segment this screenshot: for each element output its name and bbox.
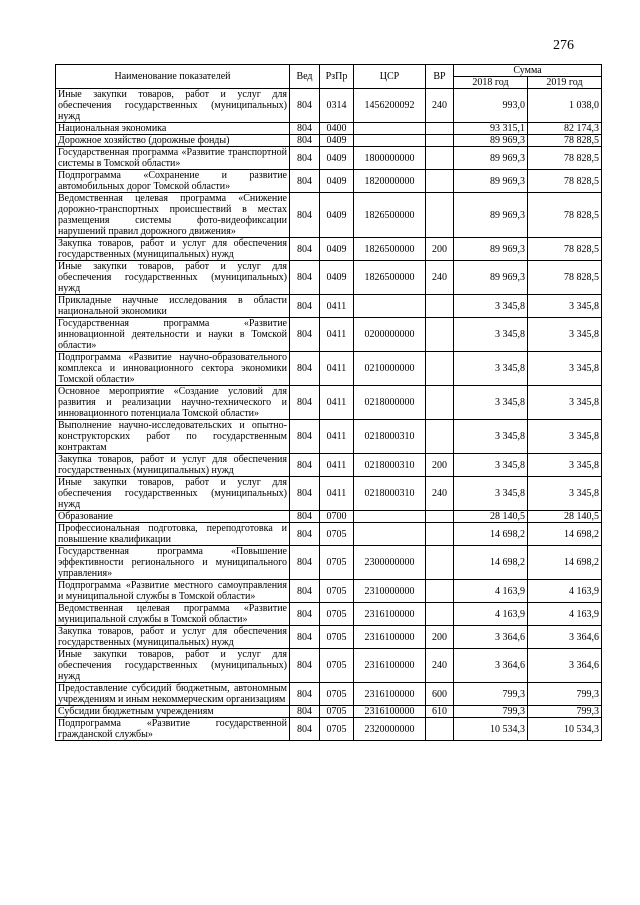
row-name: Иные закупки товаров, работ и услуг для обеспечения государственных (муниципальных) нужд — [56, 261, 290, 295]
row-csr: 1820000000 — [354, 170, 426, 193]
table-row — [56, 683, 602, 706]
row-csr — [354, 523, 426, 546]
row-vr: 240 — [426, 261, 454, 295]
row-ved: 804 — [290, 135, 320, 147]
header-vr: ВР — [426, 65, 454, 89]
row-name: Выполнение научно-исследовательских и опытно-конструкторских работ по государственным контрактам — [56, 420, 290, 454]
table-row — [56, 123, 602, 135]
row-2019: 4 163,9 — [528, 603, 602, 626]
row-ved: 804 — [290, 318, 320, 352]
row-name: Субсидии бюджетным учреждениям — [56, 706, 290, 718]
row-vr — [426, 386, 454, 420]
header-sum: Сумма — [454, 65, 602, 77]
row-vr — [426, 295, 454, 318]
row-csr: 0200000000 — [354, 318, 426, 352]
row-name: Иные закупки товаров, работ и услуг для обеспечения государственных (муниципальных) нужд — [56, 89, 290, 123]
row-2018: 3 345,8 — [454, 352, 528, 386]
header-ved: Вед — [290, 65, 320, 89]
row-name: Государственная программа «Развитие транспортной системы в Томской области» — [56, 147, 290, 170]
row-2018: 10 534,3 — [454, 718, 528, 741]
table-row — [56, 580, 602, 603]
row-vr — [426, 523, 454, 546]
row-ved: 804 — [290, 89, 320, 123]
row-csr: 2300000000 — [354, 546, 426, 580]
row-csr — [354, 295, 426, 318]
row-csr: 1826500000 — [354, 193, 426, 238]
row-2018: 4 163,9 — [454, 580, 528, 603]
row-rzpr: 0705 — [320, 523, 354, 546]
row-csr: 0210000000 — [354, 352, 426, 386]
table-row — [56, 318, 602, 352]
row-csr: 1826500000 — [354, 238, 426, 261]
row-rzpr: 0411 — [320, 386, 354, 420]
row-2019: 78 828,5 — [528, 135, 602, 147]
row-rzpr: 0411 — [320, 420, 354, 454]
row-csr: 0218000310 — [354, 477, 426, 511]
row-2018: 3 364,6 — [454, 626, 528, 649]
row-vr: 240 — [426, 477, 454, 511]
row-ved: 804 — [290, 295, 320, 318]
row-2018: 14 698,2 — [454, 523, 528, 546]
row-csr: 2316100000 — [354, 683, 426, 706]
table-row — [56, 352, 602, 386]
row-2019: 3 345,8 — [528, 295, 602, 318]
table-row — [56, 603, 602, 626]
row-name: Прикладные научные исследования в области национальной экономики — [56, 295, 290, 318]
row-2018: 89 969,3 — [454, 261, 528, 295]
row-vr — [426, 170, 454, 193]
row-2019: 78 828,5 — [528, 147, 602, 170]
table-row — [56, 626, 602, 649]
row-name: Национальная экономика — [56, 123, 290, 135]
row-rzpr: 0411 — [320, 295, 354, 318]
row-ved: 804 — [290, 511, 320, 523]
row-csr: 1826500000 — [354, 261, 426, 295]
row-vr — [426, 123, 454, 135]
row-csr: 0218000310 — [354, 420, 426, 454]
row-vr — [426, 135, 454, 147]
row-2019: 10 534,3 — [528, 718, 602, 741]
row-ved: 804 — [290, 123, 320, 135]
row-2018: 799,3 — [454, 683, 528, 706]
row-ved: 804 — [290, 261, 320, 295]
row-csr: 2320000000 — [354, 718, 426, 741]
row-2018: 89 969,3 — [454, 135, 528, 147]
row-ved: 804 — [290, 718, 320, 741]
row-2018: 3 364,6 — [454, 649, 528, 683]
table-row — [56, 546, 602, 580]
row-2019: 3 345,8 — [528, 352, 602, 386]
row-vr — [426, 318, 454, 352]
row-2019: 3 345,8 — [528, 318, 602, 352]
row-rzpr: 0400 — [320, 123, 354, 135]
row-2018: 3 345,8 — [454, 420, 528, 454]
row-2019: 3 345,8 — [528, 420, 602, 454]
row-ved: 804 — [290, 352, 320, 386]
row-vr: 600 — [426, 683, 454, 706]
row-rzpr: 0705 — [320, 706, 354, 718]
row-rzpr: 0705 — [320, 580, 354, 603]
row-name: Основное мероприятие «Создание условий для развития и реализации научно-технического и инновационного потенциала Томской области» — [56, 386, 290, 420]
row-rzpr: 0409 — [320, 170, 354, 193]
row-vr: 200 — [426, 626, 454, 649]
row-rzpr: 0314 — [320, 89, 354, 123]
row-name: Иные закупки товаров, работ и услуг для обеспечения государственных (муниципальных) нужд — [56, 477, 290, 511]
row-name: Закупка товаров, работ и услуг для обеспечения государственных (муниципальных) нужд — [56, 238, 290, 261]
table-row — [56, 420, 602, 454]
row-rzpr: 0700 — [320, 511, 354, 523]
table-row — [56, 147, 602, 170]
row-2018: 89 969,3 — [454, 170, 528, 193]
table-row — [56, 718, 602, 741]
row-vr — [426, 580, 454, 603]
row-ved: 804 — [290, 546, 320, 580]
table-row — [56, 511, 602, 523]
row-2019: 1 038,0 — [528, 89, 602, 123]
row-csr — [354, 135, 426, 147]
table-row — [56, 238, 602, 261]
row-rzpr: 0409 — [320, 193, 354, 238]
table-body — [56, 89, 602, 741]
row-csr: 2316100000 — [354, 706, 426, 718]
row-csr: 1800000000 — [354, 147, 426, 170]
row-csr — [354, 511, 426, 523]
row-rzpr: 0409 — [320, 135, 354, 147]
row-2018: 14 698,2 — [454, 546, 528, 580]
row-2018: 28 140,5 — [454, 511, 528, 523]
row-name: Закупка товаров, работ и услуг для обеспечения государственных (муниципальных) нужд — [56, 454, 290, 477]
row-vr — [426, 511, 454, 523]
row-2019: 3 364,6 — [528, 649, 602, 683]
row-name: Подпрограмма «Развитие местного самоуправления и муниципальной службы в Томской области» — [56, 580, 290, 603]
table-row — [56, 649, 602, 683]
header-year-2018: 2018 год — [454, 77, 528, 89]
row-2019: 78 828,5 — [528, 261, 602, 295]
row-2018: 3 345,8 — [454, 477, 528, 511]
row-2019: 3 345,8 — [528, 454, 602, 477]
row-ved: 804 — [290, 420, 320, 454]
row-2018: 93 315,1 — [454, 123, 528, 135]
row-rzpr: 0411 — [320, 477, 354, 511]
row-vr: 240 — [426, 649, 454, 683]
row-ved: 804 — [290, 603, 320, 626]
row-name: Подпрограмма «Развитие государственной гражданской службы» — [56, 718, 290, 741]
row-vr — [426, 193, 454, 238]
row-vr: 610 — [426, 706, 454, 718]
row-ved: 804 — [290, 193, 320, 238]
row-ved: 804 — [290, 477, 320, 511]
row-name: Иные закупки товаров, работ и услуг для обеспечения государственных (муниципальных) нужд — [56, 649, 290, 683]
row-2018: 3 345,8 — [454, 295, 528, 318]
table-row — [56, 295, 602, 318]
table-row — [56, 135, 602, 147]
row-name: Профессиональная подготовка, переподготовка и повышение квалификации — [56, 523, 290, 546]
row-ved: 804 — [290, 523, 320, 546]
row-ved: 804 — [290, 454, 320, 477]
row-2018: 89 969,3 — [454, 238, 528, 261]
table-row — [56, 477, 602, 511]
row-name: Ведомственная целевая программа «Развитие муниципальной службы в Томской области» — [56, 603, 290, 626]
row-2018: 3 345,8 — [454, 454, 528, 477]
row-2019: 799,3 — [528, 683, 602, 706]
row-vr — [426, 718, 454, 741]
row-rzpr: 0411 — [320, 454, 354, 477]
row-2019: 3 345,8 — [528, 477, 602, 511]
row-2019: 3 345,8 — [528, 386, 602, 420]
table-row — [56, 454, 602, 477]
row-csr: 2316100000 — [354, 626, 426, 649]
row-2018: 89 969,3 — [454, 147, 528, 170]
row-rzpr: 0409 — [320, 261, 354, 295]
row-csr: 1456200092 — [354, 89, 426, 123]
row-rzpr: 0411 — [320, 318, 354, 352]
row-ved: 804 — [290, 170, 320, 193]
row-2018: 3 345,8 — [454, 386, 528, 420]
row-name: Закупка товаров, работ и услуг для обеспечения государственных (муниципальных) нужд — [56, 626, 290, 649]
table-row — [56, 706, 602, 718]
row-2019: 14 698,2 — [528, 546, 602, 580]
row-rzpr: 0409 — [320, 147, 354, 170]
row-ved: 804 — [290, 580, 320, 603]
row-2018: 89 969,3 — [454, 193, 528, 238]
row-vr — [426, 420, 454, 454]
row-name: Подпрограмма «Сохранение и развитие автомобильных дорог Томской области» — [56, 170, 290, 193]
row-vr — [426, 147, 454, 170]
header-csr: ЦСР — [354, 65, 426, 89]
row-2019: 4 163,9 — [528, 580, 602, 603]
table-row — [56, 89, 602, 123]
row-name: Государственная программа «Развитие инновационной деятельности и науки в Томской области» — [56, 318, 290, 352]
table-row — [56, 386, 602, 420]
row-rzpr: 0705 — [320, 683, 354, 706]
header-name: Наименование показателей — [56, 65, 290, 89]
budget-table — [55, 64, 602, 741]
row-rzpr: 0411 — [320, 352, 354, 386]
row-csr: 2316100000 — [354, 649, 426, 683]
row-ved: 804 — [290, 706, 320, 718]
row-name: Образование — [56, 511, 290, 523]
row-name: Предоставление субсидий бюджетным, автономным учреждениям и иным некоммерческим организациям — [56, 683, 290, 706]
row-csr: 2310000000 — [354, 580, 426, 603]
row-2019: 78 828,5 — [528, 193, 602, 238]
row-csr: 2316100000 — [354, 603, 426, 626]
header-year-2019: 2019 год — [528, 77, 602, 89]
row-2019: 78 828,5 — [528, 238, 602, 261]
row-rzpr: 0705 — [320, 626, 354, 649]
row-vr: 200 — [426, 454, 454, 477]
table-row — [56, 261, 602, 295]
row-csr — [354, 123, 426, 135]
table-row — [56, 170, 602, 193]
row-2018: 3 345,8 — [454, 318, 528, 352]
row-ved: 804 — [290, 386, 320, 420]
header-rzpr: РзПр — [320, 65, 354, 89]
row-2019: 14 698,2 — [528, 523, 602, 546]
row-rzpr: 0705 — [320, 649, 354, 683]
row-vr: 200 — [426, 238, 454, 261]
row-rzpr: 0705 — [320, 546, 354, 580]
row-name: Дорожное хозяйство (дорожные фонды) — [56, 135, 290, 147]
row-vr — [426, 352, 454, 386]
row-2019: 799,3 — [528, 706, 602, 718]
row-vr: 240 — [426, 89, 454, 123]
row-csr: 0218000310 — [354, 454, 426, 477]
row-2018: 4 163,9 — [454, 603, 528, 626]
row-2018: 799,3 — [454, 706, 528, 718]
row-ved: 804 — [290, 683, 320, 706]
row-name: Государственная программа «Повышение эффективности регионального и муниципального управления» — [56, 546, 290, 580]
row-vr — [426, 603, 454, 626]
row-csr: 0218000000 — [354, 386, 426, 420]
row-ved: 804 — [290, 649, 320, 683]
row-ved: 804 — [290, 238, 320, 261]
page-number: 276 — [553, 38, 574, 53]
row-name: Подпрограмма «Развитие научно-образовательного комплекса и инновационного сектора экономики Томской области» — [56, 352, 290, 386]
row-2019: 78 828,5 — [528, 170, 602, 193]
row-ved: 804 — [290, 626, 320, 649]
row-2019: 82 174,3 — [528, 123, 602, 135]
row-rzpr: 0705 — [320, 718, 354, 741]
row-name: Ведомственная целевая программа «Снижение дорожно-транспортных происшествий в местах размещения системы фото-видеофиксации нарушений правил дорожного движения» — [56, 193, 290, 238]
row-vr — [426, 546, 454, 580]
row-rzpr: 0409 — [320, 238, 354, 261]
row-rzpr: 0705 — [320, 603, 354, 626]
row-ved: 804 — [290, 147, 320, 170]
row-2019: 3 364,6 — [528, 626, 602, 649]
row-2018: 993,0 — [454, 89, 528, 123]
table-row — [56, 193, 602, 238]
row-2019: 28 140,5 — [528, 511, 602, 523]
table-row — [56, 523, 602, 546]
